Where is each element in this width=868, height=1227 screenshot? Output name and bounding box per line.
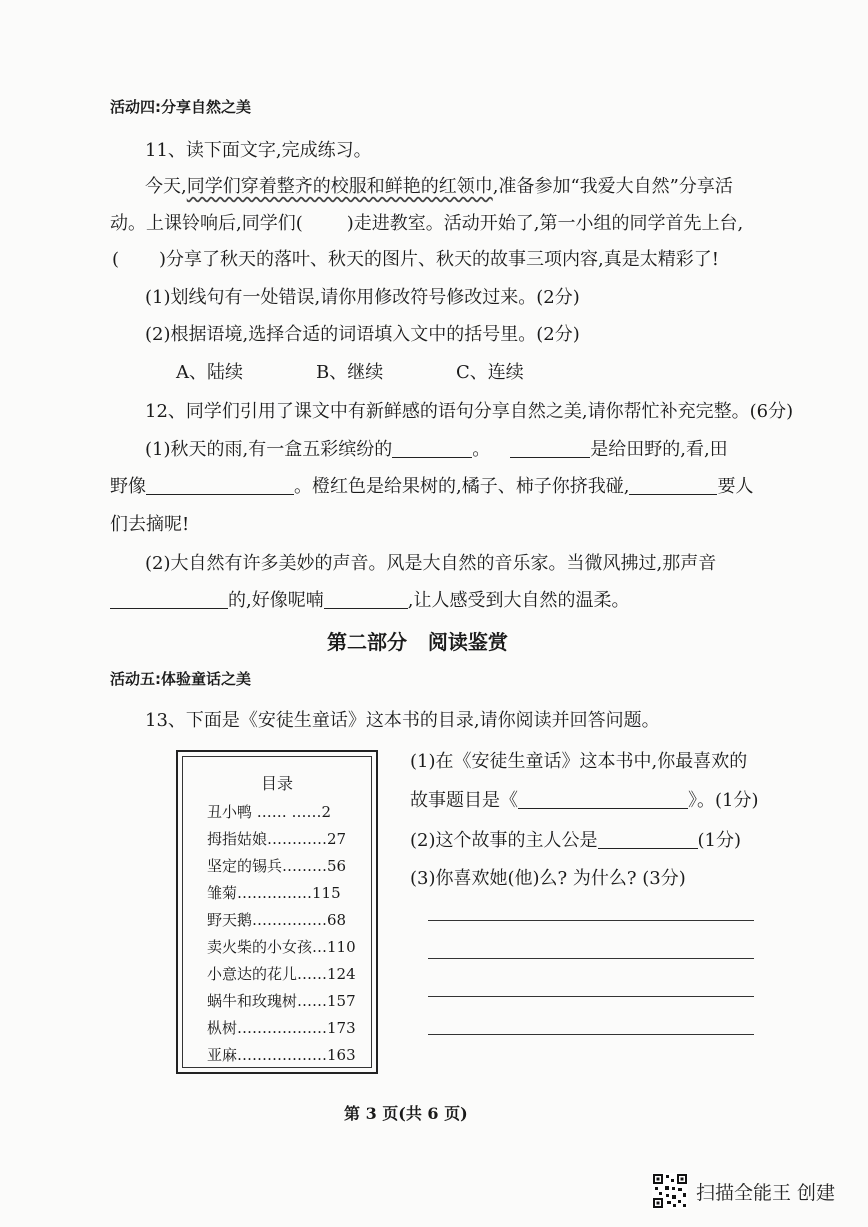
q11-sub1: (1)划线句有一处错误,请你用修改符号修改过来。(2分): [145, 287, 580, 308]
q13-sub2: (2)这个故事的主人公是 (1分): [410, 830, 741, 851]
option-a: A、陆续: [176, 362, 243, 383]
answer-blank[interactable]: [324, 590, 408, 609]
activity-four-heading: 活动四:分享自然之美: [110, 98, 251, 116]
toc-item: 小意达的花儿……124: [207, 965, 356, 983]
underlined-sentence: 同学们穿着整齐的校服和鲜艳的红领巾: [186, 176, 493, 197]
option-b: B、继续: [316, 362, 384, 383]
q11-passage-line1: 今天,同学们穿着整齐的校服和鲜艳的红领巾,准备参加“我爱大自然”分享活: [145, 176, 733, 197]
q13-sub3: (3)你喜欢她(他)么? 为什么? (3分): [410, 868, 686, 889]
answer-blank[interactable]: [518, 790, 688, 809]
answer-blank[interactable]: [510, 439, 590, 458]
toc-item: 卖火柴的小女孩…110: [207, 938, 356, 956]
toc-item: 野天鹅……………68: [207, 911, 347, 929]
answer-line[interactable]: [428, 996, 754, 997]
toc-item: 亚麻………………163: [207, 1046, 356, 1064]
q12-line5: 的,好像呢喃 ,让人感受到大自然的温柔。: [110, 586, 629, 612]
q12-line2: 野像 。橙红色是给果树的,橘子、柿子你挤我碰, 要人: [110, 476, 754, 497]
page-number: 第 3 页(共 6 页): [344, 1104, 468, 1123]
answer-blank[interactable]: [146, 476, 294, 495]
q12-intro: 12、同学们引用了课文中有新鲜感的语句分享自然之美,请你帮忙补充完整。(6分): [145, 401, 794, 422]
answer-line[interactable]: [428, 920, 754, 921]
toc-item: 枞树………………173: [207, 1019, 356, 1037]
toc-item: 蜗牛和玫瑰树……157: [207, 992, 356, 1010]
option-c: C、连续: [456, 362, 524, 383]
qr-code-icon: [652, 1173, 688, 1209]
answer-blank[interactable]: [392, 439, 472, 458]
table-of-contents: [176, 750, 378, 1074]
answer-blank[interactable]: [629, 476, 717, 495]
toc-item: 拇指姑娘…………27: [207, 830, 347, 848]
scanner-watermark: 扫描全能王 创建: [696, 1182, 836, 1204]
q13-intro: 13、下面是《安徒生童话》这本书的目录,请你阅读并回答问题。: [145, 710, 660, 731]
q13-sub1-line1: (1)在《安徒生童话》这本书中,你最喜欢的: [410, 751, 748, 772]
answer-blank[interactable]: [110, 590, 228, 609]
q13-sub1-line2: 故事题目是《 》。(1分): [410, 790, 759, 811]
q11-intro: 11、读下面文字,完成练习。: [145, 140, 372, 161]
answer-line[interactable]: [428, 1034, 754, 1035]
q11-passage-line3: ( )分享了秋天的落叶、秋天的图片、秋天的故事三项内容,真是太精彩了!: [112, 249, 720, 270]
activity-five-heading: 活动五:体验童话之美: [110, 670, 251, 688]
q11-passage-line2: 动。上课铃响后,同学们( )走进教室。活动开始了,第一小组的同学首先上台,: [110, 213, 744, 234]
part-two-title: 第二部分 阅读鉴赏: [327, 630, 508, 654]
q11-sub2: (2)根据语境,选择合适的词语填入文中的括号里。(2分): [145, 324, 580, 345]
toc-item: 雏菊……………115: [207, 884, 341, 902]
toc-item: 丑小鸭 …… ……2: [207, 803, 332, 821]
toc-item: 坚定的锡兵………56: [207, 857, 347, 875]
q12-line3: 们去摘呢!: [110, 514, 190, 535]
answer-blank[interactable]: [598, 830, 698, 849]
toc-inner-frame: [182, 756, 372, 1068]
q12-line1: (1)秋天的雨,有一盒五彩缤纷的 。 是给田野的,看,田: [145, 439, 728, 460]
answer-line[interactable]: [428, 958, 754, 959]
q12-line4: (2)大自然有许多美妙的声音。风是大自然的音乐家。当微风拂过,那声音: [145, 553, 717, 574]
toc-title: 目录: [260, 774, 293, 793]
